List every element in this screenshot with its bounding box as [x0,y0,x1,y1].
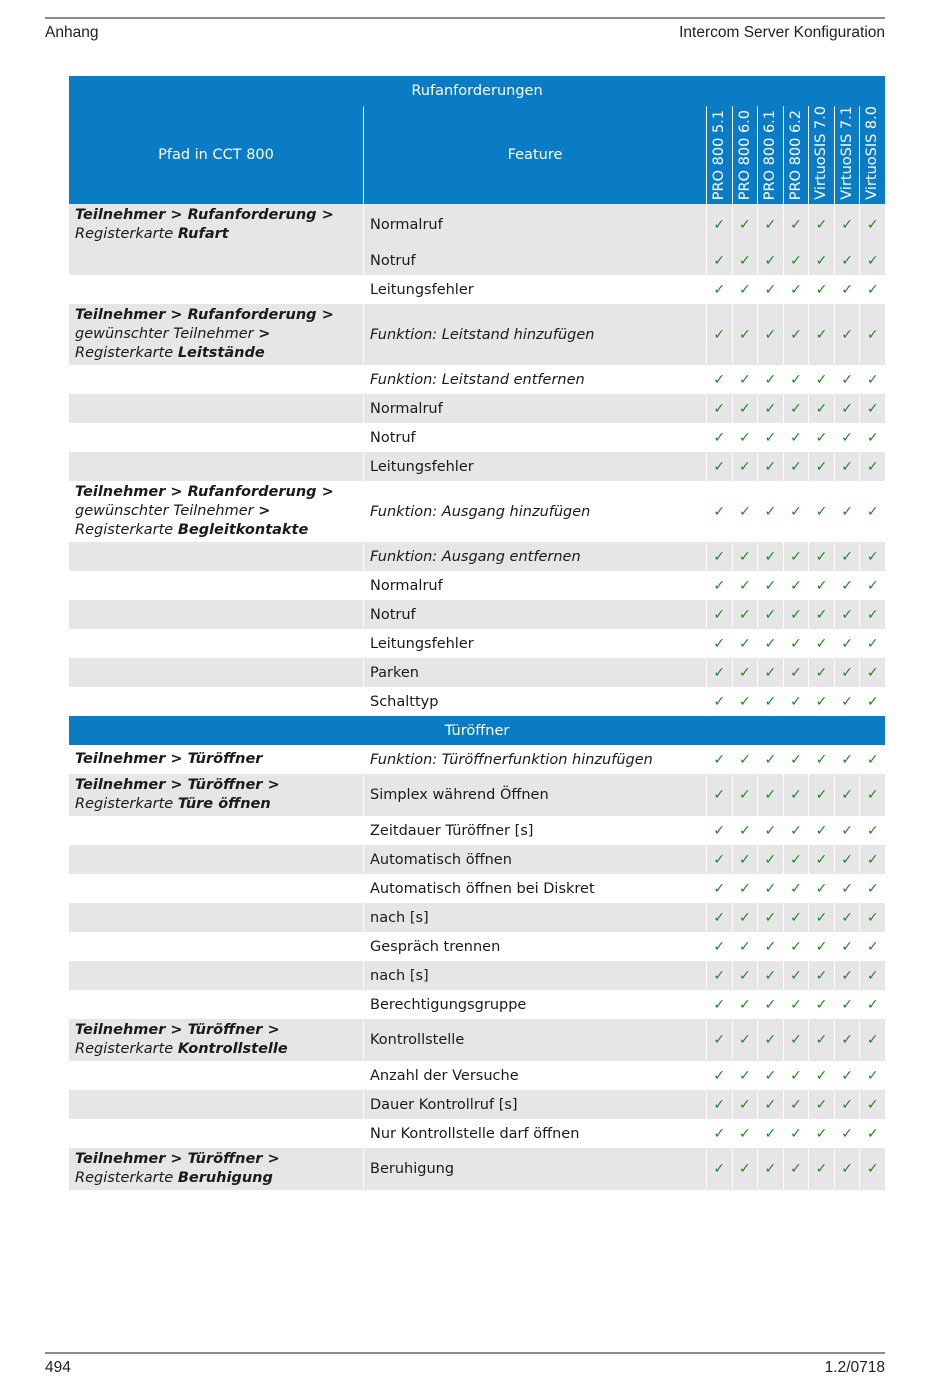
feature-cell: Funktion: Ausgang hinzufügen [363,481,706,542]
check-icon: ✓ [732,365,758,394]
check-icon: ✓ [808,990,834,1019]
check-icon: ✓ [808,246,834,275]
check-icon: ✓ [757,394,783,423]
version-header: PRO 800 6.0 [732,106,758,204]
path-cell: Teilnehmer > Türöffner > Registerkarte Türe öffnen [69,774,363,816]
path-cell: Teilnehmer > Rufanforderung > Registerkarte Rufart [69,204,363,246]
check-icon: ✓ [783,452,809,481]
path-cell: Teilnehmer > Türöffner > Registerkarte Beruhigung [69,1148,363,1190]
check-icon: ✓ [757,204,783,246]
check-icon: ✓ [859,1061,885,1090]
check-icon: ✓ [834,571,860,600]
check-icon: ✓ [834,423,860,452]
check-icon: ✓ [808,1061,834,1090]
check-icon: ✓ [859,542,885,571]
check-icon: ✓ [757,1019,783,1061]
check-icon: ✓ [808,571,834,600]
feature-cell: Funktion: Leitstand hinzufügen [363,304,706,365]
check-icon: ✓ [859,874,885,903]
table-row [69,961,885,990]
check-icon: ✓ [706,394,732,423]
check-icon: ✓ [757,687,783,716]
feature-cell: Dauer Kontrollruf [s] [363,1090,706,1119]
feature-cell: Notruf [363,423,706,452]
check-icon: ✓ [783,687,809,716]
check-icon: ✓ [757,629,783,658]
table-row [69,423,885,452]
header-chapter: Anhang [45,24,99,41]
table-row [69,903,885,932]
check-icon: ✓ [706,304,732,365]
table-row [69,571,885,600]
check-icon: ✓ [834,874,860,903]
feature-cell: Notruf [363,600,706,629]
check-icon: ✓ [757,845,783,874]
check-icon: ✓ [732,990,758,1019]
check-icon: ✓ [808,481,834,542]
check-icon: ✓ [706,452,732,481]
check-icon: ✓ [757,1061,783,1090]
check-icon: ✓ [783,658,809,687]
check-icon: ✓ [859,990,885,1019]
check-icon: ✓ [859,1119,885,1148]
check-icon: ✓ [706,816,732,845]
table-row [69,932,885,961]
check-icon: ✓ [732,423,758,452]
version-header: PRO 800 5.1 [706,106,732,204]
check-icon: ✓ [859,481,885,542]
check-icon: ✓ [783,774,809,816]
table-row [69,600,885,629]
check-icon: ✓ [808,1119,834,1148]
check-icon: ✓ [757,423,783,452]
check-icon: ✓ [706,365,732,394]
check-icon: ✓ [757,304,783,365]
feature-cell: Kontrollstelle [363,1019,706,1061]
check-icon: ✓ [732,658,758,687]
table-row [69,246,885,275]
check-icon: ✓ [732,932,758,961]
feature-cell: Funktion: Ausgang entfernen [363,542,706,571]
check-icon: ✓ [834,275,860,304]
check-icon: ✓ [732,1090,758,1119]
check-icon: ✓ [732,394,758,423]
check-icon: ✓ [706,204,732,246]
check-icon: ✓ [783,1119,809,1148]
feature-cell: nach [s] [363,903,706,932]
feature-cell: Funktion: Leitstand entfernen [363,365,706,394]
check-icon: ✓ [808,687,834,716]
check-icon: ✓ [834,845,860,874]
check-icon: ✓ [757,481,783,542]
table-row [69,658,885,687]
table-row [69,816,885,845]
check-icon: ✓ [757,1119,783,1148]
check-icon: ✓ [834,1019,860,1061]
check-icon: ✓ [808,961,834,990]
header-rule [45,17,885,19]
section-header-row [69,716,885,745]
check-icon: ✓ [783,394,809,423]
check-icon: ✓ [706,1019,732,1061]
check-icon: ✓ [706,1148,732,1190]
table-row [69,687,885,716]
check-icon: ✓ [808,365,834,394]
check-icon: ✓ [757,365,783,394]
check-icon: ✓ [859,394,885,423]
column-header-feature: Feature [363,106,706,204]
check-icon: ✓ [834,903,860,932]
column-header-path: Pfad in CCT 800 [69,106,363,204]
check-icon: ✓ [732,452,758,481]
check-icon: ✓ [732,1148,758,1190]
check-icon: ✓ [783,275,809,304]
check-icon: ✓ [757,246,783,275]
check-icon: ✓ [834,394,860,423]
check-icon: ✓ [732,571,758,600]
check-icon: ✓ [706,745,732,774]
check-icon: ✓ [808,600,834,629]
table-row [69,1019,885,1061]
check-icon: ✓ [783,1019,809,1061]
check-icon: ✓ [783,1061,809,1090]
check-icon: ✓ [706,658,732,687]
version-header: PRO 800 6.2 [783,106,809,204]
check-icon: ✓ [757,600,783,629]
check-icon: ✓ [706,845,732,874]
check-icon: ✓ [706,629,732,658]
check-icon: ✓ [757,961,783,990]
check-icon: ✓ [783,204,809,246]
check-icon: ✓ [757,903,783,932]
check-icon: ✓ [757,571,783,600]
check-icon: ✓ [783,542,809,571]
check-icon: ✓ [808,423,834,452]
check-icon: ✓ [859,365,885,394]
check-icon: ✓ [783,423,809,452]
feature-cell: Nur Kontrollstelle darf öffnen [363,1119,706,1148]
table-row [69,745,885,774]
footer-rule [45,1352,885,1354]
check-icon: ✓ [859,246,885,275]
check-icon: ✓ [808,658,834,687]
feature-cell: Notruf [363,246,706,275]
path-cell: Teilnehmer > Rufanforderung > gewünschter Teilnehmer > Registerkarte Leitstände [69,304,363,365]
check-icon: ✓ [757,816,783,845]
check-icon: ✓ [732,903,758,932]
check-icon: ✓ [706,542,732,571]
feature-cell: Beruhigung [363,1148,706,1190]
feature-cell: Gespräch trennen [363,932,706,961]
check-icon: ✓ [783,903,809,932]
check-icon: ✓ [757,1090,783,1119]
check-icon: ✓ [783,845,809,874]
check-icon: ✓ [783,745,809,774]
check-icon: ✓ [732,1019,758,1061]
check-icon: ✓ [859,774,885,816]
check-icon: ✓ [783,990,809,1019]
version-header: PRO 800 6.1 [757,106,783,204]
table-row [69,774,885,816]
section-title: Türöffner [69,716,885,745]
check-icon: ✓ [834,1119,860,1148]
version-header: VirtuoSIS 7.1 [834,106,860,204]
check-icon: ✓ [834,1148,860,1190]
check-icon: ✓ [859,903,885,932]
table-row [69,990,885,1019]
check-icon: ✓ [834,658,860,687]
check-icon: ✓ [859,600,885,629]
feature-cell: Automatisch öffnen bei Diskret [363,874,706,903]
feature-cell: Leitungsfehler [363,629,706,658]
check-icon: ✓ [783,481,809,542]
check-icon: ✓ [757,542,783,571]
table-row [69,304,885,365]
check-icon: ✓ [834,204,860,246]
feature-cell: Berechtigungsgruppe [363,990,706,1019]
table-row [69,204,885,246]
path-cell: Teilnehmer > Türöffner [69,745,363,774]
check-icon: ✓ [859,275,885,304]
check-icon: ✓ [706,903,732,932]
check-icon: ✓ [808,903,834,932]
check-icon: ✓ [783,365,809,394]
check-icon: ✓ [834,745,860,774]
feature-cell: Automatisch öffnen [363,845,706,874]
check-icon: ✓ [706,774,732,816]
table-row [69,1119,885,1148]
check-icon: ✓ [732,874,758,903]
check-icon: ✓ [783,600,809,629]
check-icon: ✓ [834,246,860,275]
check-icon: ✓ [808,275,834,304]
check-icon: ✓ [706,687,732,716]
check-icon: ✓ [808,394,834,423]
check-icon: ✓ [834,774,860,816]
check-icon: ✓ [834,304,860,365]
table-row [69,365,885,394]
version-header: VirtuoSIS 7.0 [808,106,834,204]
check-icon: ✓ [859,1019,885,1061]
check-icon: ✓ [757,874,783,903]
check-icon: ✓ [808,542,834,571]
check-icon: ✓ [859,961,885,990]
check-icon: ✓ [834,932,860,961]
check-icon: ✓ [859,423,885,452]
check-icon: ✓ [706,1090,732,1119]
table-title: Rufanforderungen [69,76,885,106]
check-icon: ✓ [834,990,860,1019]
check-icon: ✓ [808,1019,834,1061]
check-icon: ✓ [859,658,885,687]
check-icon: ✓ [783,304,809,365]
table-row [69,394,885,423]
check-icon: ✓ [834,1061,860,1090]
table-row [69,275,885,304]
check-icon: ✓ [732,481,758,542]
feature-cell: Schalttyp [363,687,706,716]
check-icon: ✓ [859,687,885,716]
check-icon: ✓ [732,246,758,275]
check-icon: ✓ [706,275,732,304]
table-row [69,452,885,481]
check-icon: ✓ [808,874,834,903]
check-icon: ✓ [834,961,860,990]
check-icon: ✓ [783,932,809,961]
check-icon: ✓ [859,932,885,961]
check-icon: ✓ [859,1148,885,1190]
check-icon: ✓ [808,629,834,658]
check-icon: ✓ [706,423,732,452]
footer-version: 1.2/0718 [824,1359,885,1376]
check-icon: ✓ [706,932,732,961]
check-icon: ✓ [757,275,783,304]
check-icon: ✓ [706,600,732,629]
check-icon: ✓ [783,246,809,275]
feature-cell: Parken [363,658,706,687]
check-icon: ✓ [732,816,758,845]
footer-page-number: 494 [45,1359,71,1376]
check-icon: ✓ [859,816,885,845]
check-icon: ✓ [808,845,834,874]
check-icon: ✓ [757,658,783,687]
feature-cell: nach [s] [363,961,706,990]
check-icon: ✓ [732,629,758,658]
check-icon: ✓ [834,816,860,845]
table-row [69,1148,885,1190]
check-icon: ✓ [757,452,783,481]
check-icon: ✓ [732,275,758,304]
check-icon: ✓ [834,452,860,481]
check-icon: ✓ [732,304,758,365]
check-icon: ✓ [808,932,834,961]
feature-cell: Normalruf [363,394,706,423]
check-icon: ✓ [783,874,809,903]
check-icon: ✓ [732,745,758,774]
feature-cell: Anzahl der Versuche [363,1061,706,1090]
path-cell: Teilnehmer > Rufanforderung > gewünschter Teilnehmer > Registerkarte Begleitkontakte [69,481,363,542]
check-icon: ✓ [732,204,758,246]
check-icon: ✓ [834,365,860,394]
check-icon: ✓ [859,452,885,481]
check-icon: ✓ [859,745,885,774]
check-icon: ✓ [834,542,860,571]
table-row [69,1061,885,1090]
table-row [69,629,885,658]
version-header: VirtuoSIS 8.0 [859,106,885,204]
check-icon: ✓ [757,774,783,816]
check-icon: ✓ [783,961,809,990]
check-icon: ✓ [706,874,732,903]
check-icon: ✓ [783,1148,809,1190]
check-icon: ✓ [859,629,885,658]
check-icon: ✓ [808,1090,834,1119]
check-icon: ✓ [732,542,758,571]
check-icon: ✓ [732,961,758,990]
check-icon: ✓ [732,687,758,716]
check-icon: ✓ [859,845,885,874]
check-icon: ✓ [706,990,732,1019]
check-icon: ✓ [808,1148,834,1190]
check-icon: ✓ [859,304,885,365]
check-icon: ✓ [732,1119,758,1148]
check-icon: ✓ [706,571,732,600]
feature-cell: Leitungsfehler [363,452,706,481]
table-row [69,542,885,571]
check-icon: ✓ [706,1119,732,1148]
table-row [69,874,885,903]
check-icon: ✓ [834,600,860,629]
check-icon: ✓ [783,571,809,600]
check-icon: ✓ [834,629,860,658]
check-icon: ✓ [783,816,809,845]
check-icon: ✓ [757,745,783,774]
feature-cell: Normalruf [363,571,706,600]
check-icon: ✓ [732,774,758,816]
check-icon: ✓ [783,1090,809,1119]
check-icon: ✓ [808,745,834,774]
feature-cell: Simplex während Öffnen [363,774,706,816]
table-row [69,1090,885,1119]
check-icon: ✓ [808,816,834,845]
check-icon: ✓ [834,687,860,716]
check-icon: ✓ [808,452,834,481]
check-icon: ✓ [808,774,834,816]
check-icon: ✓ [706,246,732,275]
check-icon: ✓ [834,481,860,542]
feature-cell: Zeitdauer Türöffner [s] [363,816,706,845]
check-icon: ✓ [732,845,758,874]
check-icon: ✓ [859,1090,885,1119]
table-row [69,481,885,542]
check-icon: ✓ [732,600,758,629]
check-icon: ✓ [808,304,834,365]
compatibility-table [69,76,885,1190]
check-icon: ✓ [706,961,732,990]
check-icon: ✓ [732,1061,758,1090]
feature-cell: Leitungsfehler [363,275,706,304]
path-cell: Teilnehmer > Türöffner > Registerkarte Kontrollstelle [69,1019,363,1061]
check-icon: ✓ [859,571,885,600]
feature-cell: Funktion: Türöffnerfunktion hinzufügen [363,745,706,774]
header-document-title: Intercom Server Konfiguration [679,24,885,41]
feature-cell: Normalruf [363,204,706,246]
table-row [69,845,885,874]
check-icon: ✓ [757,932,783,961]
check-icon: ✓ [783,629,809,658]
check-icon: ✓ [757,990,783,1019]
check-icon: ✓ [859,204,885,246]
check-icon: ✓ [757,1148,783,1190]
check-icon: ✓ [706,1061,732,1090]
check-icon: ✓ [706,481,732,542]
check-icon: ✓ [834,1090,860,1119]
check-icon: ✓ [808,204,834,246]
